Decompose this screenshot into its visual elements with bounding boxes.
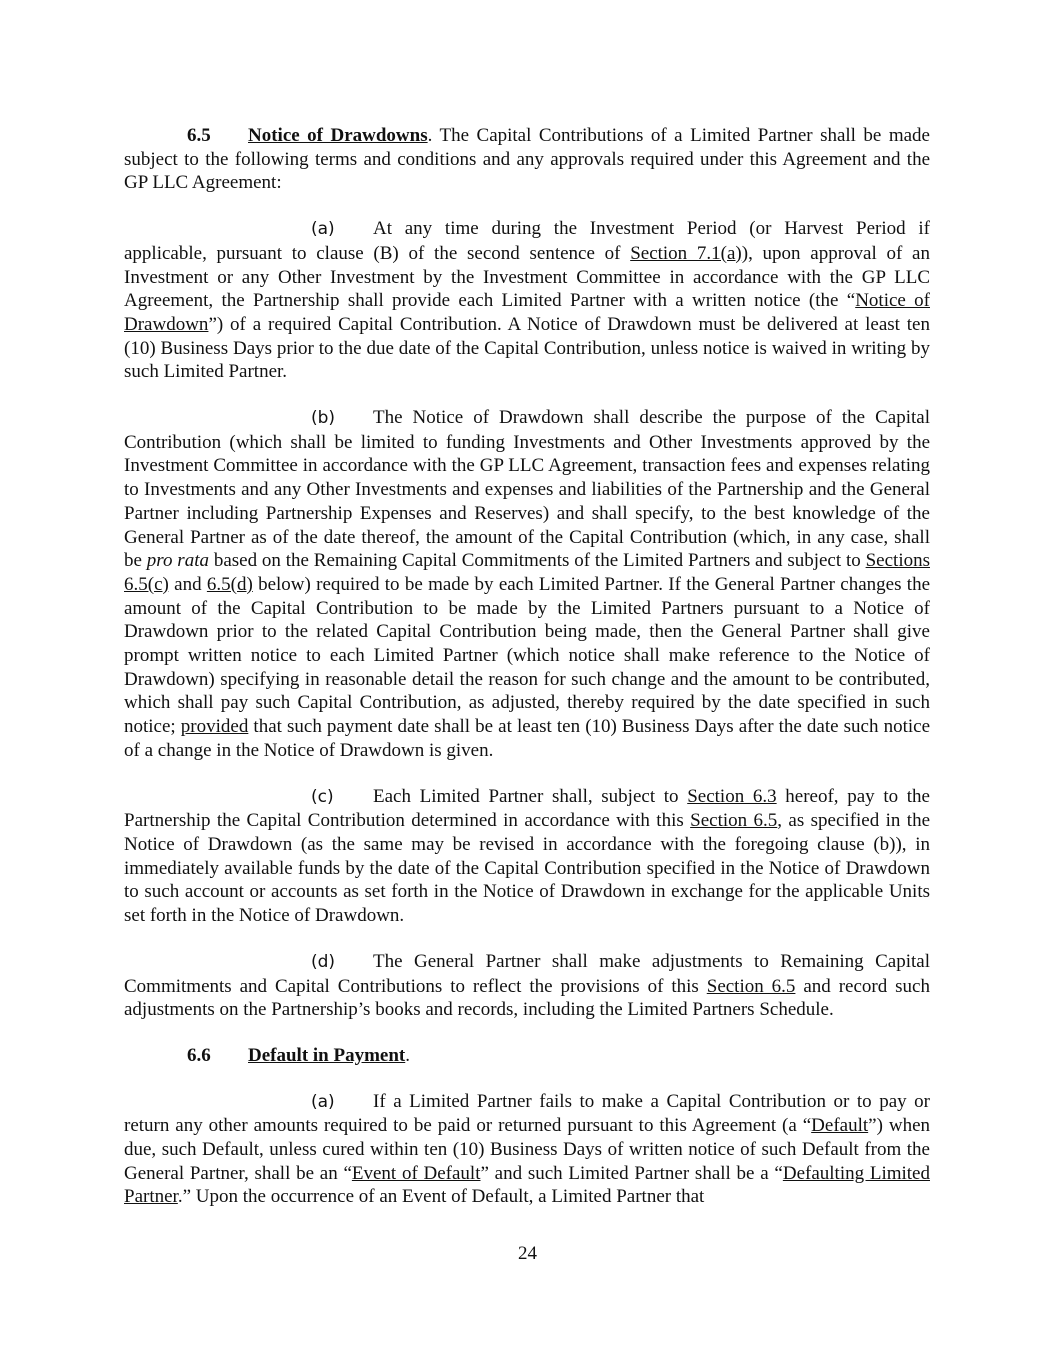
section-intro-text: . The Capital Contributions of a Limited Partner shall be made subject to the following terms and conditions and any approvals required under this Agreement and the GP LLC Agreement: (124, 125, 930, 194)
cross-reference: Section 6.5 (690, 810, 778, 832)
clause-label: (a) (311, 1091, 335, 1112)
clause-text: At any time during the Investment Period (or Harvest Period if applicable, pursuant to clause (B) of the second sentence of (124, 218, 930, 264)
clause-text: ), upon approval of an Investment or any Other Investment by the Investment Committee in accordance with the GP LLC Agreement, the Partnership shall provide each Limited Partner with a written notice (the “ (124, 242, 930, 312)
clause-text: ”) of a required Capital Contribution. A Notice of Drawdown must be delivered at least ten (10) Business Days prior to the due date of the Capital Contribution, unless notice is waived in writing by such Limited Partner. (124, 313, 930, 383)
defined-term: Notice of Drawdown (124, 290, 930, 335)
cross-reference: Section 7.1(a) (630, 242, 742, 264)
cross-reference: Section 6.5 (706, 975, 796, 997)
section-title-period: . (405, 1044, 411, 1066)
clause-text: Each Limited Partner shall, subject to (373, 785, 688, 807)
clause-label: (a) (311, 219, 335, 240)
section-number: 6.5 (187, 125, 211, 146)
section-6-6-heading (124, 1044, 930, 1068)
clause-text: and (168, 573, 207, 595)
clause-text: If a Limited Partner fails to make a Capital Contribution or to pay or return any other amounts required to be paid or returned pursuant to this Agreement (a “ (124, 1090, 930, 1137)
defined-term: Defaulting Limited Partner (124, 1162, 930, 1208)
italic-term: pro rata (146, 550, 209, 572)
document-page (124, 124, 930, 1209)
clause-d-paragraph (124, 950, 930, 1022)
clause-text: The General Partner shall make adjustments to Remaining Capital Commitments and Capital Contributions to reflect the provisions of this (124, 950, 930, 997)
cross-reference: Section 6.3 (687, 785, 777, 807)
clause-text: , as specified in the Notice of Drawdown (as the same may be revised in accordance with the foregoing clause (b)), in immediately available funds by the date of the Capital Contribution specified in the Notice of Drawdown to such account or accounts as set forth in the Notice of Drawdown in exchange for the applicable Units set forth in the Notice of Drawdown. (124, 810, 931, 927)
clause-b-paragraph (124, 406, 930, 763)
clause-text: hereof, pay to the Partnership the Capital Contribution determined in accordance with this (124, 785, 930, 832)
section-title: Notice of Drawdowns (248, 125, 428, 146)
cross-reference: Sections 6.5(c) (124, 550, 930, 595)
clause-text: The Notice of Drawdown shall describe the purpose of the Capital Contribution (which shall be limited to funding Investments and Other Investments approved by the Investment Committee in accordance with the GP LLC Agreement, transaction fees and expenses relating to Investments and any Other Investments and expenses and liabilities of the Partnership and the General Partner including Partnership Expenses and Reserves) and shall specify, to the best knowledge of the General Partner as of the date thereof, the amount of the Capital Contribution (which, in any case, shall be (124, 407, 930, 572)
clause-c-paragraph (124, 785, 930, 928)
clause-text: .” Upon the occurrence of an Event of Default, a Limited Partner that (177, 1186, 705, 1208)
section-title: Default in Payment (248, 1044, 406, 1066)
clause-text: ” and such Limited Partner shall be a “ (480, 1162, 783, 1184)
clause-label: (d) (311, 951, 336, 972)
clause-text: that such payment date shall be at least ten (10) Business Days after the date such notice of a change in the Notice of Drawdown is given. (124, 716, 931, 761)
clause-label: (b) (311, 408, 336, 429)
cross-reference: 6.5(d) (206, 573, 253, 595)
clause-label: (c) (311, 786, 334, 807)
section-6-5-paragraph (124, 124, 930, 195)
clause-6-6-a-paragraph (124, 1090, 930, 1210)
defined-term: provided (180, 716, 249, 738)
clause-text: and record such adjustments on the Partnership’s books and records, including the Limited Partners Schedule. (124, 975, 930, 1021)
section-number: 6.6 (187, 1044, 211, 1066)
defined-term: Event of Default (351, 1162, 481, 1184)
defined-term: Default (811, 1115, 869, 1137)
clause-text: based on the Remaining Capital Commitments of the Limited Partners and subject to (208, 550, 866, 572)
clause-text: ”) when due, such Default, unless cured within ten (10) Business Days of written notice of such Default from the General Partner, shall be an “ (124, 1115, 930, 1184)
clause-a-paragraph (124, 217, 930, 384)
page-number: 24 (518, 1243, 537, 1264)
clause-text: below) required to be made by each Limited Partner. If the General Partner changes the amount of the Capital Contribution to be made by the Limited Partners pursuant to a Notice of Drawdown prior to the related Capital Contribution being made, then the General Partner shall give prompt written notice to each Limited Partner (which notice shall make reference to the Notice of Drawdown) specifying in reasonable detail the reason for such change and the amount to be contributed, which shall pay such Capital Contribution, as adjusted, thereby required by the date specified in such notice; (124, 573, 931, 738)
